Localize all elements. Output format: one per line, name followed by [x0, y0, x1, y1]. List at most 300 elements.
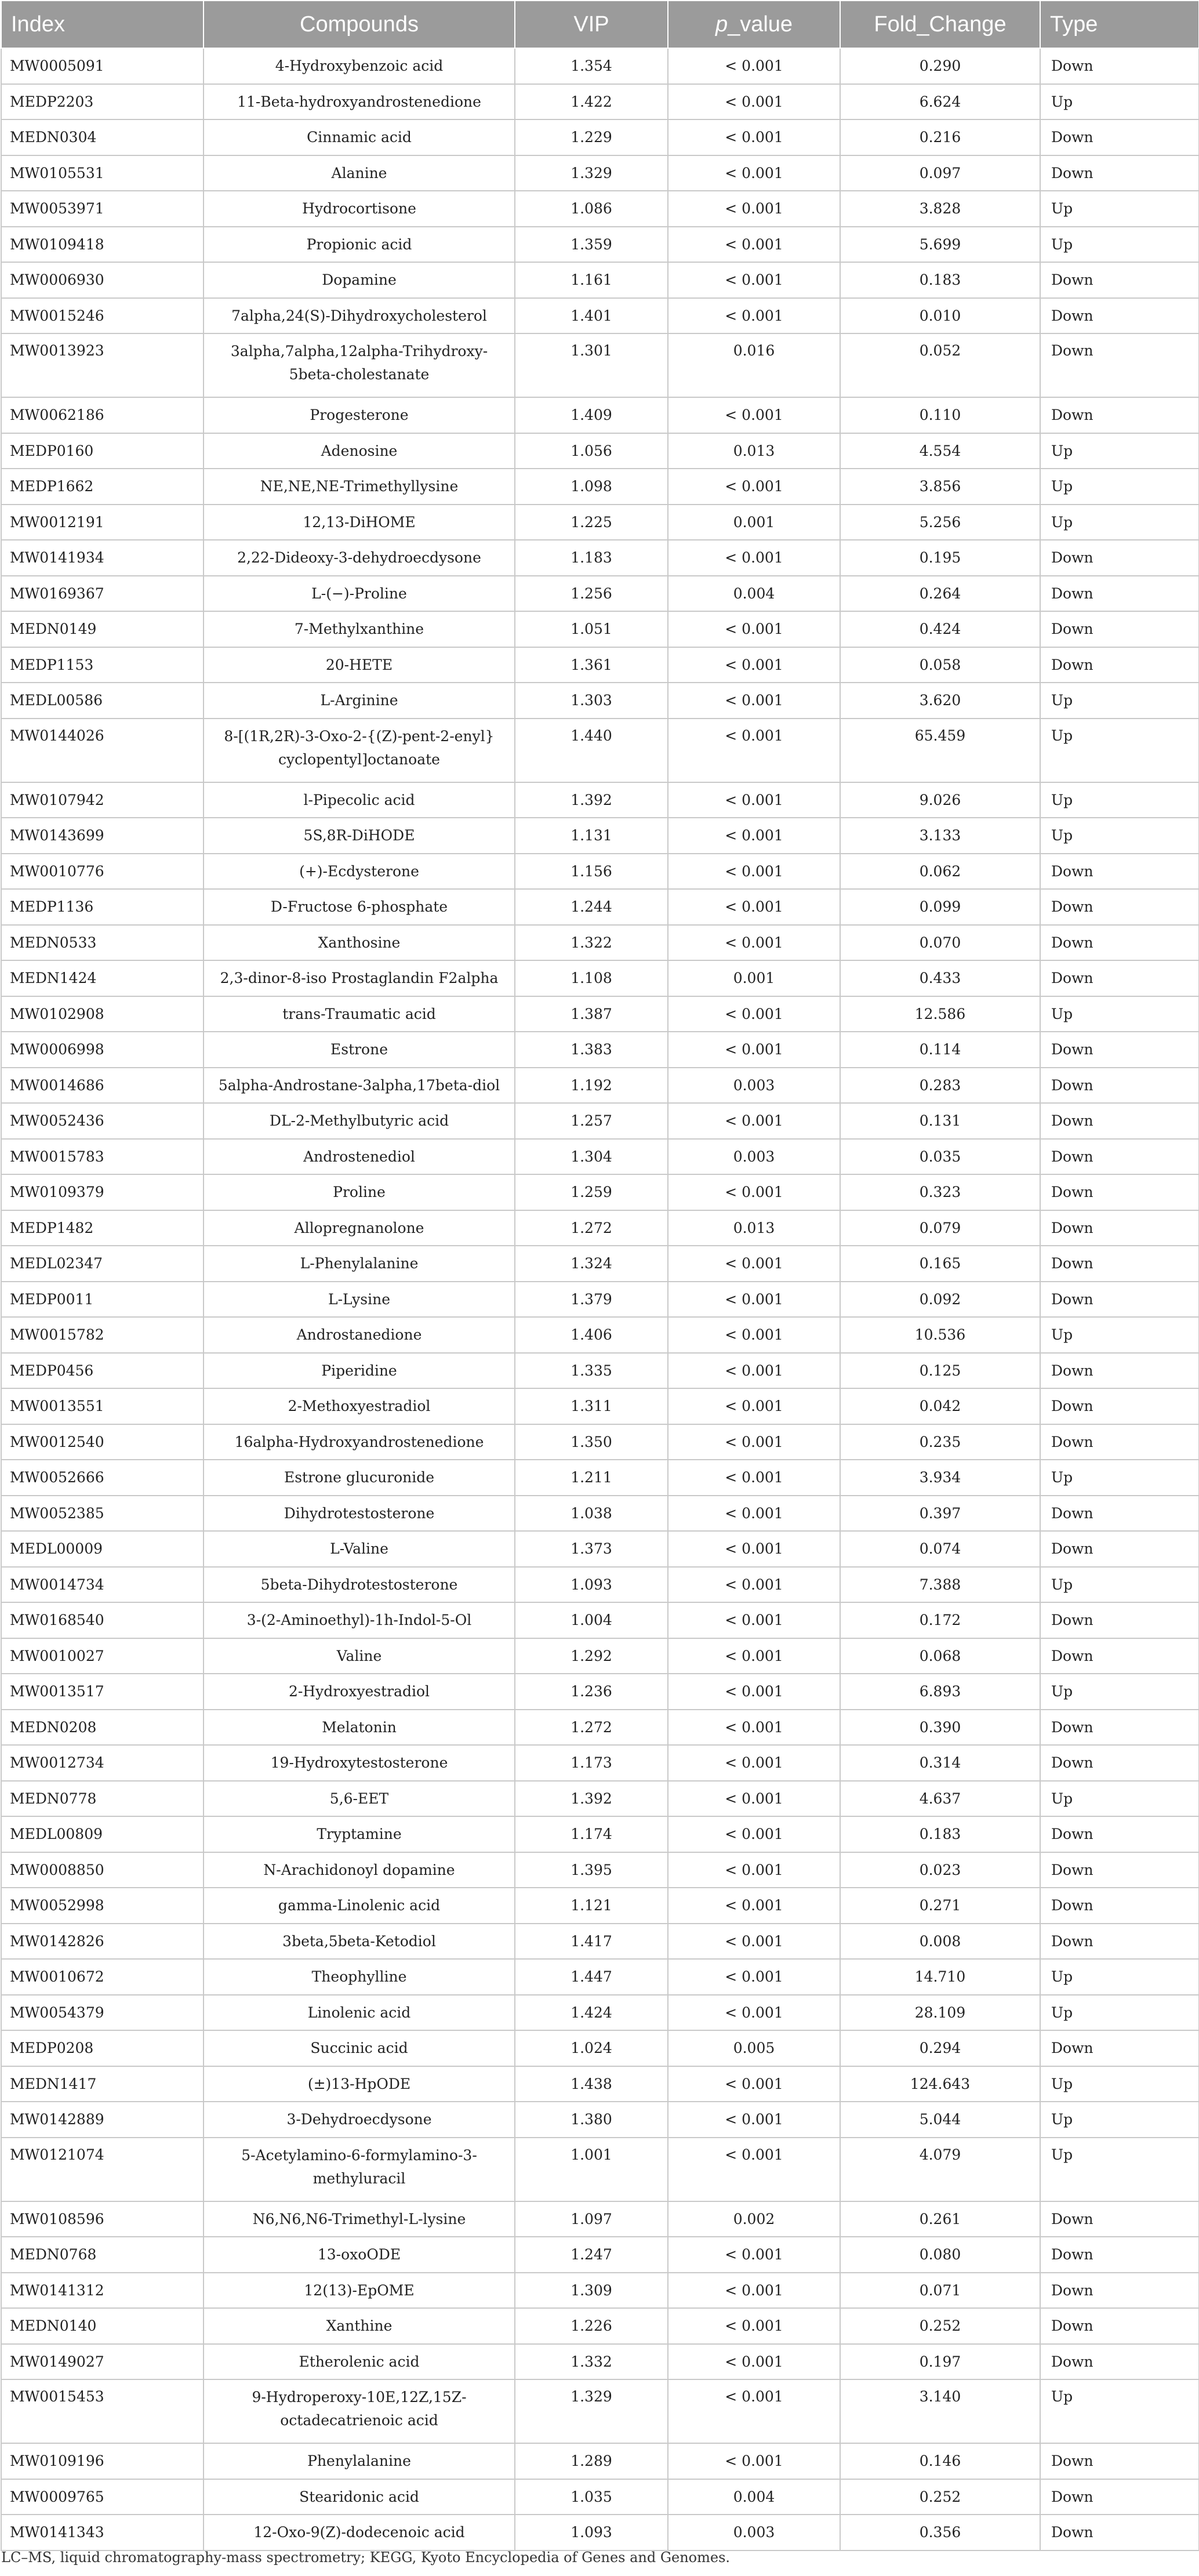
differential-metabolites-table	[1, 0, 1199, 2551]
cell-vip: 1.121	[515, 1888, 668, 1924]
cell-fold-change: 0.146	[840, 2443, 1040, 2479]
cell-compound: 5S,8R-DiHODE	[204, 818, 515, 854]
cell-type: Down	[1040, 1246, 1199, 1282]
table-row	[1, 227, 1199, 263]
table-row	[1, 2273, 1199, 2309]
cell-compound: 9-Hydroperoxy-10E,12Z,15Z-octadecatrienoic acid	[204, 2379, 515, 2443]
cell-vip: 1.051	[515, 611, 668, 647]
cell-p-value: < 0.001	[668, 2443, 840, 2479]
cell-vip: 1.324	[515, 1246, 668, 1282]
cell-fold-change: 0.099	[840, 889, 1040, 925]
cell-vip: 1.226	[515, 2308, 668, 2344]
cell-p-value: 0.003	[668, 1068, 840, 1104]
cell-type: Down	[1040, 155, 1199, 191]
table-row	[1, 155, 1199, 191]
cell-fold-change: 0.172	[840, 1602, 1040, 1638]
cell-compound: 7alpha,24(S)-Dihydroxycholesterol	[204, 298, 515, 334]
cell-compound: Propionic acid	[204, 227, 515, 263]
cell-p-value: < 0.001	[668, 397, 840, 433]
cell-vip: 1.256	[515, 576, 668, 612]
cell-fold-change: 0.433	[840, 960, 1040, 996]
cell-fold-change: 6.624	[840, 84, 1040, 120]
cell-fold-change: 0.062	[840, 854, 1040, 890]
cell-vip: 1.257	[515, 1103, 668, 1139]
table-row	[1, 505, 1199, 540]
cell-fold-change: 0.323	[840, 1174, 1040, 1210]
cell-type: Up	[1040, 2379, 1199, 2443]
cell-p-value: < 0.001	[668, 1496, 840, 1532]
table-row	[1, 1888, 1199, 1924]
cell-vip: 1.093	[515, 2515, 668, 2550]
cell-type: Down	[1040, 576, 1199, 612]
cell-compound: Cinnamic acid	[204, 119, 515, 155]
cell-fold-change: 4.079	[840, 2138, 1040, 2201]
cell-p-value: 0.004	[668, 576, 840, 612]
cell-index: MW0141312	[1, 2273, 204, 2309]
cell-vip: 1.035	[515, 2479, 668, 2515]
cell-index: MEDN0208	[1, 1710, 204, 1746]
cell-type: Down	[1040, 2479, 1199, 2515]
cell-fold-change: 0.252	[840, 2479, 1040, 2515]
cell-type: Down	[1040, 647, 1199, 683]
cell-type: Down	[1040, 1852, 1199, 1888]
cell-type: Up	[1040, 433, 1199, 469]
cell-index: MEDP0011	[1, 1282, 204, 1318]
cell-p-value: < 0.001	[668, 1246, 840, 1282]
cell-fold-change: 0.131	[840, 1103, 1040, 1139]
table-row	[1, 1282, 1199, 1318]
cell-index: MW0142889	[1, 2102, 204, 2138]
cell-fold-change: 0.216	[840, 119, 1040, 155]
cell-vip: 1.259	[515, 1174, 668, 1210]
table-header	[1, 1, 1199, 48]
cell-index: MW0109379	[1, 1174, 204, 1210]
cell-type: Up	[1040, 469, 1199, 505]
cell-p-value: < 0.001	[668, 2138, 840, 2201]
cell-index: MW0015453	[1, 2379, 204, 2443]
cell-type: Down	[1040, 1174, 1199, 1210]
cell-compound: 3-Dehydroecdysone	[204, 2102, 515, 2138]
cell-p-value: < 0.001	[668, 1353, 840, 1389]
cell-compound: Allopregnanolone	[204, 1210, 515, 1246]
cell-type: Down	[1040, 397, 1199, 433]
cell-fold-change: 0.165	[840, 1246, 1040, 1282]
cell-compound: Estrone glucuronide	[204, 1460, 515, 1496]
cell-compound: 4-Hydroxybenzoic acid	[204, 48, 515, 84]
cell-fold-change: 0.290	[840, 48, 1040, 84]
cell-type: Down	[1040, 1602, 1199, 1638]
cell-index: MW0062186	[1, 397, 204, 433]
cell-p-value: 0.001	[668, 960, 840, 996]
cell-index: MW0105531	[1, 155, 204, 191]
cell-index: MW0014734	[1, 1567, 204, 1603]
cell-type: Down	[1040, 2515, 1199, 2550]
cell-compound: L-Arginine	[204, 683, 515, 719]
cell-p-value: < 0.001	[668, 1674, 840, 1710]
cell-vip: 1.417	[515, 1924, 668, 1960]
cell-vip: 1.401	[515, 298, 668, 334]
cell-compound: Theophylline	[204, 1959, 515, 1995]
cell-fold-change: 124.643	[840, 2066, 1040, 2102]
cell-compound: trans-Traumatic acid	[204, 996, 515, 1032]
header-row	[1, 1, 1199, 48]
cell-vip: 1.225	[515, 505, 668, 540]
table-row	[1, 2237, 1199, 2273]
table-row	[1, 1567, 1199, 1603]
cell-type: Down	[1040, 48, 1199, 84]
cell-type: Down	[1040, 1068, 1199, 1104]
cell-index: MW0013551	[1, 1388, 204, 1424]
cell-index: MEDN0149	[1, 611, 204, 647]
cell-type: Down	[1040, 1924, 1199, 1960]
cell-vip: 1.395	[515, 1852, 668, 1888]
cell-vip: 1.332	[515, 2344, 668, 2380]
cell-compound: 12,13-DiHOME	[204, 505, 515, 540]
cell-fold-change: 4.637	[840, 1781, 1040, 1817]
cell-compound: L-(−)-Proline	[204, 576, 515, 612]
cell-p-value: < 0.001	[668, 2237, 840, 2273]
cell-index: MW0008850	[1, 1852, 204, 1888]
table-row	[1, 333, 1199, 397]
table-row	[1, 119, 1199, 155]
cell-type: Up	[1040, 191, 1199, 227]
cell-vip: 1.131	[515, 818, 668, 854]
cell-index: MW0052385	[1, 1496, 204, 1532]
cell-compound: 3alpha,7alpha,12alpha-Trihydroxy-5beta-cholestanate	[204, 333, 515, 397]
cell-fold-change: 0.397	[840, 1496, 1040, 1532]
cell-vip: 1.380	[515, 2102, 668, 2138]
cell-index: MW0109196	[1, 2443, 204, 2479]
cell-index: MW0014686	[1, 1068, 204, 1104]
cell-type: Down	[1040, 889, 1199, 925]
cell-p-value: < 0.001	[668, 1638, 840, 1674]
cell-type: Up	[1040, 1674, 1199, 1710]
cell-vip: 1.038	[515, 1496, 668, 1532]
cell-p-value: < 0.001	[668, 647, 840, 683]
table-row	[1, 925, 1199, 961]
cell-vip: 1.098	[515, 469, 668, 505]
cell-vip: 1.361	[515, 647, 668, 683]
cell-vip: 1.192	[515, 1068, 668, 1104]
table-row	[1, 2201, 1199, 2237]
cell-fold-change: 0.252	[840, 2308, 1040, 2344]
cell-compound: 3-(2-Aminoethyl)-1h-Indol-5-Ol	[204, 1602, 515, 1638]
cell-fold-change: 9.026	[840, 782, 1040, 818]
cell-fold-change: 5.256	[840, 505, 1040, 540]
table-row	[1, 1068, 1199, 1104]
cell-fold-change: 0.264	[840, 576, 1040, 612]
cell-type: Down	[1040, 1210, 1199, 1246]
cell-p-value: < 0.001	[668, 1710, 840, 1746]
cell-p-value: < 0.001	[668, 84, 840, 120]
cell-vip: 1.438	[515, 2066, 668, 2102]
cell-vip: 1.424	[515, 1995, 668, 2031]
header-vip: VIP	[515, 1, 668, 48]
cell-vip: 1.289	[515, 2443, 668, 2479]
cell-compound: 16alpha-Hydroxyandrostenedione	[204, 1424, 515, 1460]
table-row	[1, 2515, 1199, 2550]
cell-p-value: < 0.001	[668, 262, 840, 298]
cell-type: Down	[1040, 1638, 1199, 1674]
cell-fold-change: 65.459	[840, 719, 1040, 782]
cell-compound: Piperidine	[204, 1353, 515, 1389]
cell-type: Up	[1040, 996, 1199, 1032]
cell-type: Down	[1040, 854, 1199, 890]
cell-index: MEDP1136	[1, 889, 204, 925]
cell-fold-change: 28.109	[840, 1995, 1040, 2031]
cell-type: Down	[1040, 1103, 1199, 1139]
cell-compound: N-Arachidonoyl dopamine	[204, 1852, 515, 1888]
cell-vip: 1.024	[515, 2030, 668, 2066]
cell-vip: 1.409	[515, 397, 668, 433]
cell-index: MW0141343	[1, 2515, 204, 2550]
cell-vip: 1.156	[515, 854, 668, 890]
table-row	[1, 469, 1199, 505]
table-row	[1, 818, 1199, 854]
cell-p-value: < 0.001	[668, 1317, 840, 1353]
cell-p-value: < 0.001	[668, 1959, 840, 1995]
cell-fold-change: 0.294	[840, 2030, 1040, 2066]
cell-type: Up	[1040, 683, 1199, 719]
cell-index: MW0013517	[1, 1674, 204, 1710]
cell-type: Down	[1040, 1496, 1199, 1532]
cell-vip: 1.350	[515, 1424, 668, 1460]
cell-fold-change: 0.183	[840, 262, 1040, 298]
cell-type: Down	[1040, 2344, 1199, 2380]
cell-fold-change: 3.856	[840, 469, 1040, 505]
table-row	[1, 1531, 1199, 1567]
cell-index: MEDN1424	[1, 960, 204, 996]
cell-type: Up	[1040, 1959, 1199, 1995]
cell-compound: gamma-Linolenic acid	[204, 1888, 515, 1924]
cell-compound: Dihydrotestosterone	[204, 1496, 515, 1532]
cell-p-value: < 0.001	[668, 191, 840, 227]
cell-vip: 1.236	[515, 1674, 668, 1710]
cell-p-value: < 0.001	[668, 854, 840, 890]
cell-vip: 1.373	[515, 1531, 668, 1567]
cell-compound: 2-Hydroxyestradiol	[204, 1674, 515, 1710]
cell-index: MW0121074	[1, 2138, 204, 2201]
cell-type: Up	[1040, 227, 1199, 263]
cell-index: MW0108596	[1, 2201, 204, 2237]
cell-type: Down	[1040, 1353, 1199, 1389]
cell-fold-change: 0.058	[840, 647, 1040, 683]
cell-p-value: < 0.001	[668, 889, 840, 925]
table-row	[1, 1602, 1199, 1638]
cell-fold-change: 10.536	[840, 1317, 1040, 1353]
cell-fold-change: 3.620	[840, 683, 1040, 719]
cell-index: MEDL00009	[1, 1531, 204, 1567]
cell-fold-change: 6.893	[840, 1674, 1040, 1710]
table-row	[1, 1924, 1199, 1960]
cell-p-value: < 0.001	[668, 48, 840, 84]
table-row	[1, 996, 1199, 1032]
cell-vip: 1.392	[515, 782, 668, 818]
cell-type: Up	[1040, 2138, 1199, 2201]
cell-type: Down	[1040, 540, 1199, 576]
cell-fold-change: 0.068	[840, 1638, 1040, 1674]
cell-type: Down	[1040, 925, 1199, 961]
cell-vip: 1.329	[515, 155, 668, 191]
cell-index: MW0015246	[1, 298, 204, 334]
cell-p-value: < 0.001	[668, 1174, 840, 1210]
cell-compound: L-Lysine	[204, 1282, 515, 1318]
table-row	[1, 1496, 1199, 1532]
cell-vip: 1.272	[515, 1710, 668, 1746]
table-row	[1, 1959, 1199, 1995]
table-row	[1, 576, 1199, 612]
cell-vip: 1.004	[515, 1602, 668, 1638]
cell-type: Up	[1040, 818, 1199, 854]
cell-fold-change: 3.828	[840, 191, 1040, 227]
table-row	[1, 960, 1199, 996]
cell-index: MEDP0208	[1, 2030, 204, 2066]
cell-compound: Phenylalanine	[204, 2443, 515, 2479]
cell-compound: Melatonin	[204, 1710, 515, 1746]
cell-fold-change: 0.356	[840, 2515, 1040, 2550]
cell-type: Down	[1040, 298, 1199, 334]
cell-vip: 1.329	[515, 2379, 668, 2443]
table-row	[1, 298, 1199, 334]
cell-vip: 1.406	[515, 1317, 668, 1353]
cell-vip: 1.174	[515, 1816, 668, 1852]
cell-type: Down	[1040, 2237, 1199, 2273]
cell-type: Down	[1040, 1710, 1199, 1746]
cell-compound: Hydrocortisone	[204, 191, 515, 227]
cell-vip: 1.247	[515, 2237, 668, 2273]
cell-p-value: < 0.001	[668, 611, 840, 647]
cell-fold-change: 0.023	[840, 1852, 1040, 1888]
cell-compound: 5,6-EET	[204, 1781, 515, 1817]
cell-p-value: 0.016	[668, 333, 840, 397]
cell-compound: L-Phenylalanine	[204, 1246, 515, 1282]
cell-fold-change: 3.133	[840, 818, 1040, 854]
cell-p-value: < 0.001	[668, 1995, 840, 2031]
cell-index: MW0012191	[1, 505, 204, 540]
cell-p-value: < 0.001	[668, 2344, 840, 2380]
cell-p-value: < 0.001	[668, 298, 840, 334]
cell-index: MW0053971	[1, 191, 204, 227]
cell-compound: (+)-Ecdysterone	[204, 854, 515, 890]
cell-type: Down	[1040, 119, 1199, 155]
cell-p-value: < 0.001	[668, 1531, 840, 1567]
table-row	[1, 2138, 1199, 2201]
cell-index: MW0143699	[1, 818, 204, 854]
table-row	[1, 2479, 1199, 2515]
cell-compound: NE,NE,NE-Trimethyllysine	[204, 469, 515, 505]
table-row	[1, 84, 1199, 120]
cell-index: MEDP1482	[1, 1210, 204, 1246]
cell-vip: 1.440	[515, 719, 668, 782]
table-row	[1, 2030, 1199, 2066]
cell-index: MEDL00809	[1, 1816, 204, 1852]
cell-compound: N6,N6,N6-Trimethyl-L-lysine	[204, 2201, 515, 2237]
cell-type: Down	[1040, 1139, 1199, 1175]
cell-vip: 1.322	[515, 925, 668, 961]
cell-index: MW0102908	[1, 996, 204, 1032]
cell-p-value: < 0.001	[668, 1567, 840, 1603]
cell-vip: 1.211	[515, 1460, 668, 1496]
cell-p-value: < 0.001	[668, 719, 840, 782]
cell-type: Down	[1040, 2308, 1199, 2344]
cell-type: Up	[1040, 1995, 1199, 2031]
cell-type: Down	[1040, 1531, 1199, 1567]
cell-index: MW0010027	[1, 1638, 204, 1674]
cell-p-value: 0.002	[668, 2201, 840, 2237]
cell-p-value: < 0.001	[668, 1032, 840, 1068]
cell-fold-change: 0.080	[840, 2237, 1040, 2273]
cell-vip: 1.335	[515, 1353, 668, 1389]
cell-vip: 1.383	[515, 1032, 668, 1068]
cell-index: MEDP1662	[1, 469, 204, 505]
cell-type: Down	[1040, 1282, 1199, 1318]
cell-index: MW0168540	[1, 1602, 204, 1638]
cell-p-value: < 0.001	[668, 1816, 840, 1852]
cell-vip: 1.354	[515, 48, 668, 84]
cell-p-value: 0.003	[668, 1139, 840, 1175]
cell-vip: 1.304	[515, 1139, 668, 1175]
cell-type: Up	[1040, 1317, 1199, 1353]
cell-type: Down	[1040, 611, 1199, 647]
cell-vip: 1.303	[515, 683, 668, 719]
cell-type: Down	[1040, 2273, 1199, 2309]
table-row	[1, 889, 1199, 925]
cell-p-value: < 0.001	[668, 818, 840, 854]
cell-index: MW0144026	[1, 719, 204, 782]
table-row	[1, 1210, 1199, 1246]
cell-fold-change: 0.008	[840, 1924, 1040, 1960]
cell-compound: Estrone	[204, 1032, 515, 1068]
cell-p-value: 0.005	[668, 2030, 840, 2066]
cell-compound: l-Pipecolic acid	[204, 782, 515, 818]
cell-vip: 1.161	[515, 262, 668, 298]
table-row	[1, 854, 1199, 890]
cell-p-value: < 0.001	[668, 2379, 840, 2443]
cell-type: Up	[1040, 1781, 1199, 1817]
cell-index: MEDP2203	[1, 84, 204, 120]
cell-compound: 5alpha-Androstane-3alpha,17beta-diol	[204, 1068, 515, 1104]
cell-compound: 2,3-dinor-8-iso Prostaglandin F2alpha	[204, 960, 515, 996]
cell-compound: 5-Acetylamino-6-formylamino-3-methyluracil	[204, 2138, 515, 2201]
cell-vip: 1.086	[515, 191, 668, 227]
cell-p-value: < 0.001	[668, 2102, 840, 2138]
table-row	[1, 2102, 1199, 2138]
cell-compound: 20-HETE	[204, 647, 515, 683]
cell-type: Down	[1040, 1032, 1199, 1068]
cell-type: Down	[1040, 1388, 1199, 1424]
cell-fold-change: 0.074	[840, 1531, 1040, 1567]
cell-fold-change: 0.261	[840, 2201, 1040, 2237]
cell-compound: Proline	[204, 1174, 515, 1210]
cell-type: Down	[1040, 262, 1199, 298]
cell-fold-change: 14.710	[840, 1959, 1040, 1995]
cell-p-value: < 0.001	[668, 227, 840, 263]
cell-p-value: < 0.001	[668, 119, 840, 155]
cell-p-value: < 0.001	[668, 155, 840, 191]
cell-vip: 1.173	[515, 1745, 668, 1781]
cell-fold-change: 0.097	[840, 155, 1040, 191]
table-row	[1, 191, 1199, 227]
cell-type: Down	[1040, 1888, 1199, 1924]
table-row	[1, 433, 1199, 469]
cell-type: Down	[1040, 333, 1199, 397]
header-compounds: Compounds	[204, 1, 515, 48]
cell-vip: 1.272	[515, 1210, 668, 1246]
cell-p-value: < 0.001	[668, 1602, 840, 1638]
cell-fold-change: 0.314	[840, 1745, 1040, 1781]
cell-type: Up	[1040, 1567, 1199, 1603]
cell-p-value: < 0.001	[668, 925, 840, 961]
